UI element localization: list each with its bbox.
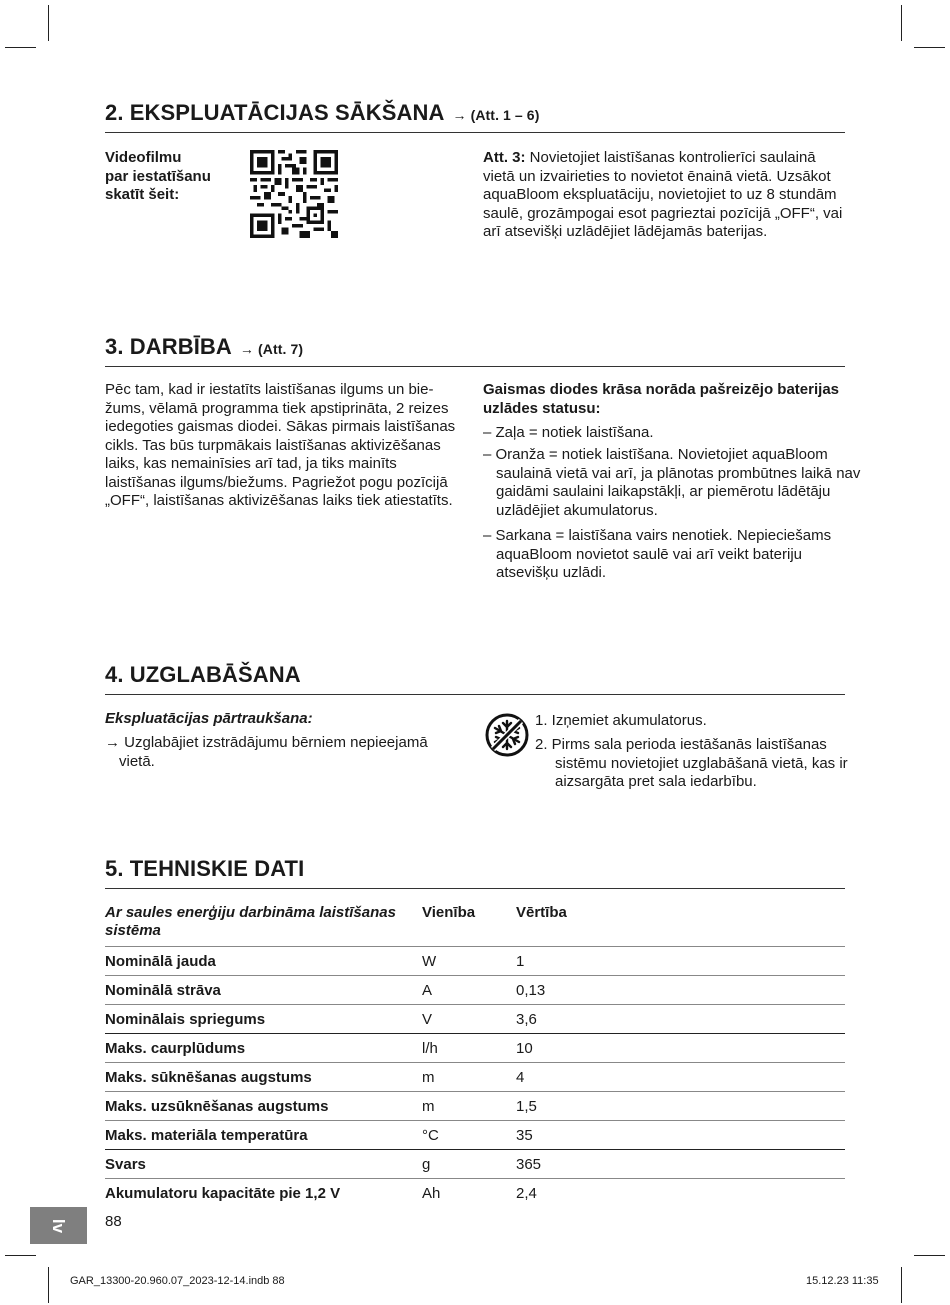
- section-2-title-text: 2. EKSPLUATĀCIJAS SĀKŠANA: [105, 100, 445, 125]
- table-cell-value: 365: [516, 1150, 845, 1179]
- page-number: 88: [105, 1213, 122, 1230]
- table-cell-unit: g: [422, 1150, 516, 1179]
- section-4-rule: [105, 694, 845, 695]
- crop-mark: [5, 1255, 36, 1256]
- section-4-title-text: 4. UZGLABĀŠANA: [105, 662, 301, 687]
- led-item-orange: – Oranža = notiek laistīšana. Novietojiet aquaBloom saulainā vietā vai arī, ja plānotas prombūtnes laikā nav gaidāmi saulaini laikapstākļi, ar piemērotu lādētāju uzlādējiet akumulatorus.: [483, 446, 861, 519]
- table-cell-parameter: Svars: [105, 1150, 422, 1179]
- qr-code[interactable]: [250, 150, 338, 238]
- frost-protection-icon: [484, 712, 530, 758]
- table-cell-parameter: Nominālā jauda: [105, 947, 422, 976]
- print-file-info: GAR_13300-20.960.07_2023-12-14.indb 88: [70, 1275, 285, 1287]
- print-timestamp: 15.12.23 11:35: [806, 1275, 879, 1287]
- video-label-line: skatīt šeit:: [105, 186, 180, 203]
- crop-mark: [914, 47, 945, 48]
- section-3-title-text: 3. DARBĪBA: [105, 334, 232, 359]
- led-item-green: – Zaļa = notiek laistīšana.: [483, 424, 654, 441]
- crop-mark: [901, 5, 902, 41]
- section-5-title: [105, 856, 304, 882]
- table-cell-parameter: Akumulatoru kapacitāte pie 1,2 V: [105, 1179, 422, 1208]
- technical-data-table: [105, 898, 845, 1207]
- table-header-product: Ar saules enerģiju darbināma laistīšanas sistēma: [105, 904, 396, 939]
- table-cell-parameter: Maks. materiāla temperatūra: [105, 1121, 422, 1150]
- table-row: [105, 1034, 845, 1063]
- att3-text: Novietojiet laistīšanas kontrolierīci saulainā vietā un izvairieties to novietot ēnainā vietā. Uzsākot aquaBloom ekspluatāciju, novietojiet to uz 8 stundām saulē, grozāmpogai esot pagrieztai pozīcijā „OFF“, vai arī atsevišķi uzlādējiet lādējamās baterijas.: [483, 149, 843, 240]
- section-2-figure-ref: → (Att. 1 – 6): [452, 107, 540, 123]
- section-2-rule: [105, 132, 845, 133]
- table-cell-value: 2,4: [516, 1179, 845, 1208]
- table-row: [105, 1121, 845, 1150]
- storage-step-2: 2. Pirms sala perioda iestāšanās laistīšanas sistēmu novietojiet uzglabāšanā vietā, kas ir aizsargāta pret sala iedarbību.: [535, 736, 848, 790]
- table-row: [105, 1005, 845, 1034]
- table-cell-value: 0,13: [516, 976, 845, 1005]
- storage-arrow-item: → Uzglabājiet izstrādājumu bērniem nepieejamā vietā.: [105, 734, 428, 770]
- language-code: lv: [49, 1218, 69, 1233]
- table-cell-parameter: Nominālā strāva: [105, 976, 422, 1005]
- table-cell-parameter: Maks. uzsūknēšanas augstums: [105, 1092, 422, 1121]
- table-cell-value: 1: [516, 947, 845, 976]
- operation-paragraph: Pēc tam, kad ir iestatīts laistīšanas ilgums un biežums, vēlamā programma tiek apstiprināta, 2 reizes iedegoties gaismas diodei. Sākas pirmais laistīšanas cikls. Tas būs turpmākais laistīšanas aktivizēšanas laiks, kas nemainīsies arī tad, ja tiks mainīts laistīšanas ilgums/biežums. Pagriežot pogu pozīcijā „OFF“, laistīšanas aktivizēšanas laiks tiek atiestatīts.: [105, 381, 456, 509]
- table-cell-unit: °C: [422, 1121, 516, 1150]
- table-cell-value: 35: [516, 1121, 845, 1150]
- table-cell-parameter: Maks. caurplūdums: [105, 1034, 422, 1063]
- language-tab: [30, 1207, 87, 1244]
- table-cell-value: 10: [516, 1034, 845, 1063]
- section-3-rule: [105, 366, 845, 367]
- crop-mark: [901, 1267, 902, 1303]
- table-cell-unit: m: [422, 1063, 516, 1092]
- table-row: [105, 1179, 845, 1208]
- video-label-line: Videofilmu: [105, 149, 182, 166]
- section-2-title: [105, 100, 539, 126]
- table-cell-parameter: Maks. sūknēšanas augstums: [105, 1063, 422, 1092]
- table-header-row: [105, 898, 845, 947]
- table-cell-parameter: Nominālais spriegums: [105, 1005, 422, 1034]
- section-3-figure-ref: → (Att. 7): [239, 341, 304, 357]
- table-cell-unit: A: [422, 976, 516, 1005]
- section-5-rule: [105, 888, 845, 889]
- crop-mark: [5, 47, 36, 48]
- table-cell-value: 1,5: [516, 1092, 845, 1121]
- decommission-heading: Ekspluatācijas pārtraukšana:: [105, 710, 313, 727]
- table-row: [105, 1063, 845, 1092]
- att3-paragraph: [483, 149, 848, 242]
- table-cell-unit: V: [422, 1005, 516, 1034]
- storage-step-1: 1. Izņemiet akumulatorus.: [535, 712, 707, 729]
- led-heading: Gaismas diodes krāsa norāda pašreizējo baterijas uzlādes statusu:: [483, 381, 840, 417]
- section-4-title: [105, 662, 301, 688]
- table-row: [105, 1092, 845, 1121]
- table-cell-unit: Ah: [422, 1179, 516, 1208]
- table-cell-unit: W: [422, 947, 516, 976]
- table-cell-unit: m: [422, 1092, 516, 1121]
- crop-mark: [914, 1255, 945, 1256]
- crop-mark: [48, 5, 49, 41]
- video-label: [105, 149, 245, 205]
- crop-mark: [48, 1267, 49, 1303]
- led-item-red: – Sarkana = laistīšana vairs nenotiek. Nepieciešams aquaBloom novietot saulē vai arī veikt bateriju atsevišķu uzlādi.: [483, 527, 832, 581]
- section-5-title-text: 5. TEHNISKIE DATI: [105, 856, 305, 881]
- table-cell-value: 4: [516, 1063, 845, 1092]
- table-header-value: Vērtība: [516, 904, 567, 921]
- table-header-unit: Vienība: [422, 904, 476, 921]
- table-row: [105, 947, 845, 976]
- section-3-title: [105, 334, 303, 360]
- table-row: [105, 1150, 845, 1179]
- table-row: [105, 976, 845, 1005]
- video-label-line: par iestatīšanu: [105, 167, 211, 185]
- att3-label: Att. 3:: [483, 149, 526, 166]
- table-cell-unit: l/h: [422, 1034, 516, 1063]
- table-cell-value: 3,6: [516, 1005, 845, 1034]
